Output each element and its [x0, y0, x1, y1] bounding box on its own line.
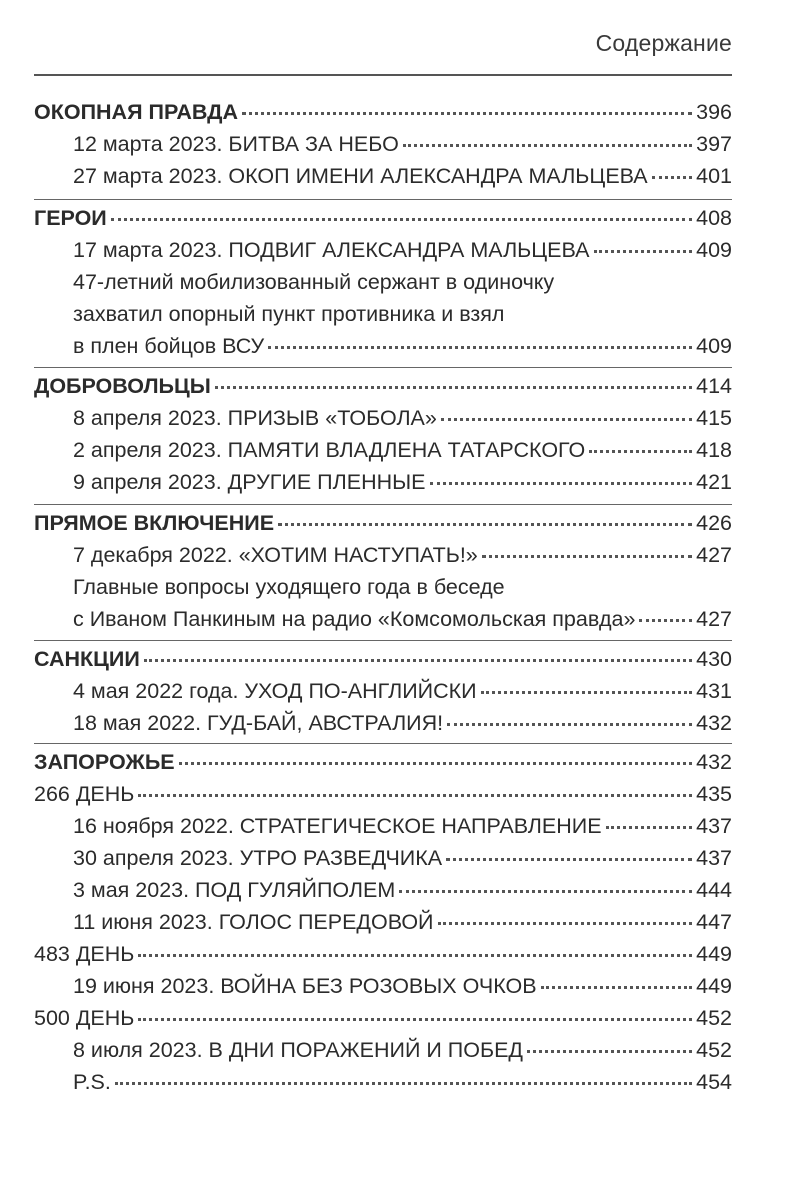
- toc-entry-page: 415: [696, 406, 732, 430]
- toc-entry-page: 427: [696, 543, 732, 567]
- toc-entry-subtitle: Главные вопросы уходящего года в беседе: [73, 575, 505, 599]
- dot-leader: [447, 722, 692, 726]
- section-divider: [34, 199, 732, 200]
- toc-entry-title: 266 ДЕНЬ: [34, 782, 135, 806]
- toc-entry-title: 3 мая 2023. ПОД ГУЛЯЙПОЛЕМ: [73, 878, 396, 902]
- toc-entry-title: 16 ноября 2022. СТРАТЕГИЧЕСКОЕ НАПРАВЛЕНИЕ: [73, 814, 602, 838]
- toc-entry-page: 408: [696, 206, 732, 230]
- toc-entry-title: P.S.: [73, 1070, 111, 1094]
- toc-entry[interactable]: [73, 402, 732, 434]
- toc-entry[interactable]: [73, 160, 732, 192]
- dot-leader: [268, 345, 692, 349]
- toc-entry[interactable]: [73, 707, 732, 739]
- toc-entry[interactable]: [73, 466, 732, 498]
- dot-leader: [446, 857, 692, 861]
- toc-entry[interactable]: [73, 128, 732, 160]
- toc-entry-page: 430: [696, 647, 732, 671]
- toc-entry[interactable]: [73, 810, 732, 842]
- toc-entry-page: 444: [696, 878, 732, 902]
- toc-entry-title: 2 апреля 2023. ПАМЯТИ ВЛАДЛЕНА ТАТАРСКОГО: [73, 438, 586, 462]
- toc-entry-part[interactable]: [34, 938, 732, 970]
- dot-leader: [527, 1049, 692, 1053]
- toc-entry-title: 17 марта 2023. ПОДВИГ АЛЕКСАНДРА МАЛЬЦЕВА: [73, 238, 590, 262]
- dot-leader: [138, 1017, 692, 1021]
- dot-leader: [430, 481, 693, 485]
- toc-entry-title: САНКЦИИ: [34, 647, 140, 671]
- toc-entry-title: 18 мая 2022. ГУД-БАЙ, АВСТРАЛИЯ!: [73, 711, 444, 735]
- toc-entry-page: 409: [696, 334, 732, 358]
- dot-leader: [639, 618, 692, 622]
- toc-entry[interactable]: [73, 330, 732, 362]
- toc-entry-page: 447: [696, 910, 732, 934]
- dot-leader: [652, 175, 692, 179]
- toc-entry-title: 8 апреля 2023. ПРИЗЫВ «ТОБОЛА»: [73, 406, 437, 430]
- toc-entry-page: 414: [696, 374, 732, 398]
- dot-leader: [115, 1081, 692, 1085]
- toc-entry-page: 421: [696, 470, 732, 494]
- toc-entry-title: 27 марта 2023. ОКОП ИМЕНИ АЛЕКСАНДРА МАЛЬЦЕВА: [73, 164, 648, 188]
- toc-entry-page: 452: [696, 1038, 732, 1062]
- toc-entry-subtitle-line: [73, 298, 732, 330]
- section-divider: [34, 640, 732, 641]
- toc-entry-page: 449: [696, 942, 732, 966]
- toc-entry-title: ГЕРОИ: [34, 206, 107, 230]
- toc-entry-part[interactable]: [34, 1002, 732, 1034]
- dot-leader: [589, 449, 692, 453]
- dot-leader: [215, 385, 692, 389]
- toc-entry-page: 427: [696, 607, 732, 631]
- dot-leader: [481, 690, 693, 694]
- toc-entry-page: 409: [696, 238, 732, 262]
- toc-entry-title: 11 июня 2023. ГОЛОС ПЕРЕДОВОЙ: [73, 910, 434, 934]
- toc-entry-title: ПРЯМОЕ ВКЛЮЧЕНИЕ: [34, 511, 275, 535]
- toc-entry-subtitle-line: [73, 571, 732, 603]
- section-divider: [34, 743, 732, 744]
- toc-entry[interactable]: [73, 539, 732, 571]
- dot-leader: [144, 658, 692, 662]
- toc-entry[interactable]: [73, 434, 732, 466]
- toc-entry-page: 449: [696, 974, 732, 998]
- dot-leader: [138, 793, 692, 797]
- toc-entry-title: ДОБРОВОЛЬЦЫ: [34, 374, 211, 398]
- toc-entry[interactable]: [73, 675, 732, 707]
- toc-entry-title: ЗАПОРОЖЬЕ: [34, 750, 175, 774]
- toc-entry-page: 432: [696, 711, 732, 735]
- toc-entry-title: ОКОПНАЯ ПРАВДА: [34, 100, 239, 124]
- toc-entry-title: с Иваном Панкиным на радио «Комсомольская правда»: [73, 607, 636, 631]
- toc-entry-section[interactable]: [34, 96, 732, 128]
- dot-leader: [482, 554, 692, 558]
- toc-entry[interactable]: [73, 234, 732, 266]
- dot-leader: [438, 921, 693, 925]
- dot-leader: [399, 889, 692, 893]
- dot-leader: [441, 417, 692, 421]
- toc-entry-subtitle: захватил опорный пункт противника и взял: [73, 302, 505, 326]
- dot-leader: [278, 522, 692, 526]
- toc-entry[interactable]: [73, 842, 732, 874]
- toc-entry-subtitle-line: [73, 266, 732, 298]
- toc-entry-part[interactable]: [34, 778, 732, 810]
- toc-entry-title: 483 ДЕНЬ: [34, 942, 135, 966]
- toc-entry-page: 437: [696, 814, 732, 838]
- dot-leader: [242, 111, 692, 115]
- toc-entry-title: 8 июля 2023. В ДНИ ПОРАЖЕНИЙ И ПОБЕД: [73, 1038, 523, 1062]
- toc-entry-page: 437: [696, 846, 732, 870]
- toc-entry[interactable]: [73, 874, 732, 906]
- toc-entry-section[interactable]: [34, 746, 732, 778]
- toc-entry-section[interactable]: [34, 202, 732, 234]
- toc-entry-page: 432: [696, 750, 732, 774]
- toc-entry-page: 431: [696, 679, 732, 703]
- toc-entry-title: 500 ДЕНЬ: [34, 1006, 135, 1030]
- toc-entry-page: 418: [696, 438, 732, 462]
- toc-entry-title: 7 декабря 2022. «ХОТИМ НАСТУПАТЬ!»: [73, 543, 478, 567]
- dot-leader: [111, 217, 692, 221]
- toc-entry[interactable]: [73, 1034, 732, 1066]
- dot-leader: [403, 143, 692, 147]
- dot-leader: [179, 761, 693, 765]
- dot-leader: [541, 985, 693, 989]
- header-rule: [34, 74, 732, 76]
- toc-entry-page: 401: [696, 164, 732, 188]
- running-head-title: Содержание: [595, 30, 732, 56]
- toc-entry-title: 4 мая 2022 года. УХОД ПО-АНГЛИЙСКИ: [73, 679, 477, 703]
- toc-entry-subtitle: 47-летний мобилизованный сержант в одиночку: [73, 270, 555, 294]
- dot-leader: [594, 249, 693, 253]
- toc-entry-section[interactable]: [34, 507, 732, 539]
- toc-entry-page: 397: [696, 132, 732, 156]
- toc-entry-title: в плен бойцов ВСУ: [73, 334, 265, 358]
- toc-entry-page: 396: [696, 100, 732, 124]
- toc-entry-title: 30 апреля 2023. УТРО РАЗВЕДЧИКА: [73, 846, 443, 870]
- toc-entry[interactable]: [73, 906, 732, 938]
- toc-entry-section[interactable]: [34, 643, 732, 675]
- toc-entry-title: 12 марта 2023. БИТВА ЗА НЕБО: [73, 132, 399, 156]
- toc-entry[interactable]: [73, 970, 732, 1002]
- toc-entry-title: 9 апреля 2023. ДРУГИЕ ПЛЕННЫЕ: [73, 470, 426, 494]
- toc-entry-page: 454: [696, 1070, 732, 1094]
- section-divider: [34, 367, 732, 368]
- toc-entry-section[interactable]: [34, 370, 732, 402]
- toc-entry[interactable]: [73, 1066, 732, 1098]
- toc-entry[interactable]: [73, 603, 732, 635]
- section-divider: [34, 504, 732, 505]
- toc-entry-page: 426: [696, 511, 732, 535]
- dot-leader: [138, 953, 692, 957]
- toc-entry-page: 452: [696, 1006, 732, 1030]
- toc-entry-page: 435: [696, 782, 732, 806]
- dot-leader: [606, 825, 693, 829]
- toc-entry-title: 19 июня 2023. ВОЙНА БЕЗ РОЗОВЫХ ОЧКОВ: [73, 974, 537, 998]
